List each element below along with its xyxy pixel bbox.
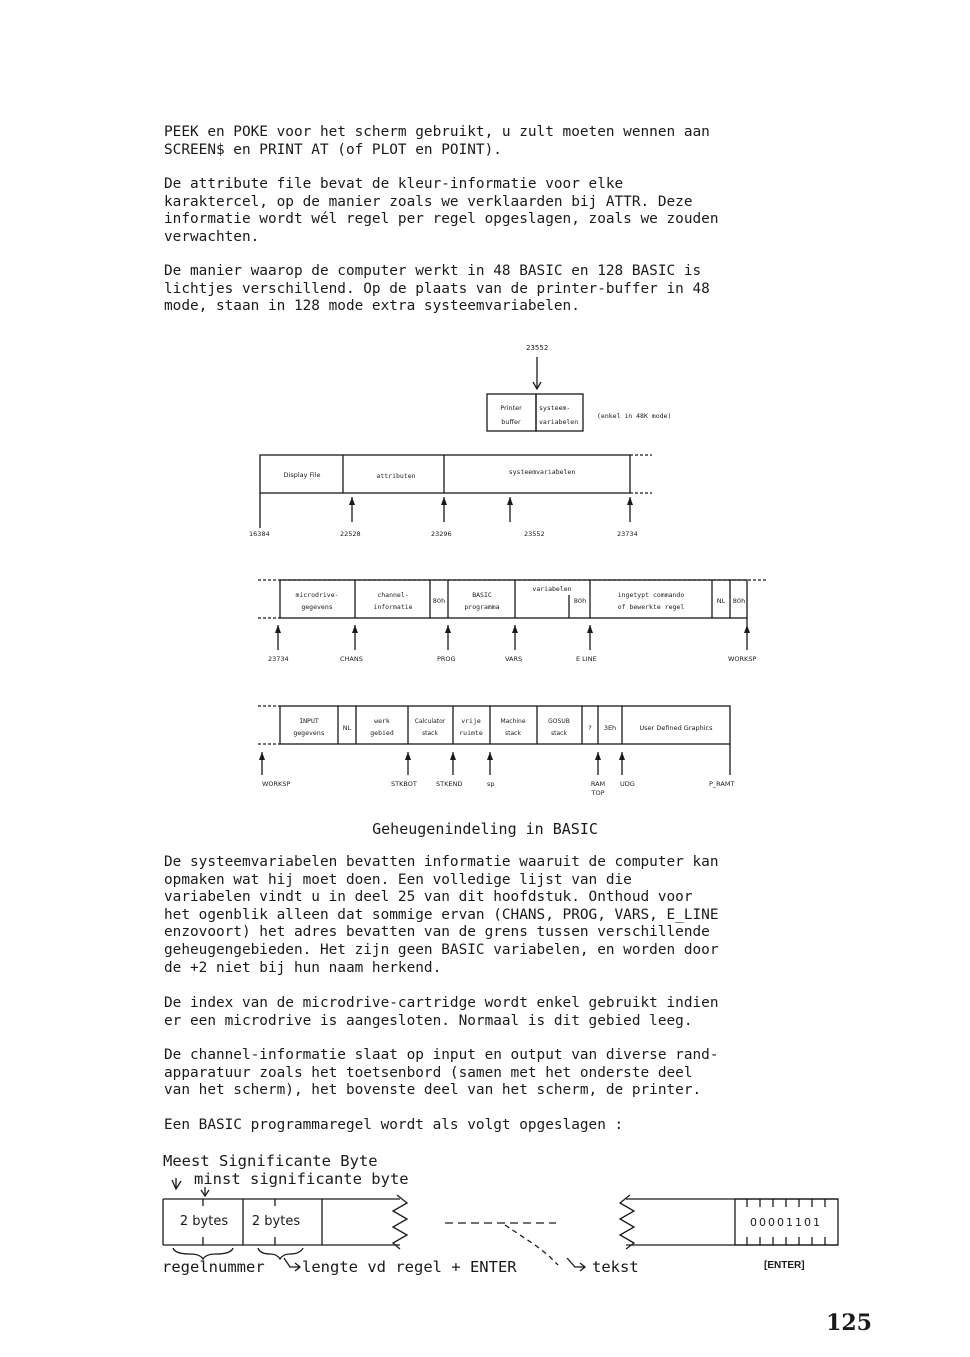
- memory-region-label: stack: [505, 730, 521, 737]
- pointer-label: PROG: [437, 655, 456, 663]
- diagram-caption: Geheugenindeling in BASIC: [372, 820, 598, 838]
- page-number: 125: [826, 1310, 872, 1336]
- pointer-label: P_RAMT: [709, 780, 735, 788]
- text-line: enzovoort) het adres bevatten van de grens tussen verschillende: [164, 924, 710, 941]
- sysvar-paragraph: [164, 854, 852, 977]
- byte-box-label: 2 bytes: [179, 1214, 229, 1229]
- enter-label: [ENTER]: [764, 1260, 805, 1271]
- memory-region-label: informatie: [373, 603, 413, 611]
- address-label: 23734: [617, 530, 638, 538]
- sysvar-box-label: variabelen: [539, 418, 579, 426]
- channel-paragraph: [164, 1047, 852, 1100]
- printer-buffer-label: Printer: [500, 404, 522, 412]
- text-line: De channel-informatie slaat op input en output van diverse rand-: [164, 1047, 719, 1063]
- address-label: 16384: [249, 530, 270, 538]
- basic-line-heading: [164, 1117, 852, 1135]
- memory-region-label: gegevens: [293, 729, 325, 737]
- text-line: geheugengebieden. Het zijn geen BASIC variabelen, en worden door: [164, 941, 719, 958]
- memory-region-label: stack: [422, 730, 438, 737]
- address-label: 23552: [524, 530, 545, 538]
- marker-byte: NL: [716, 597, 726, 605]
- text-line: De index van de microdrive-cartridge wordt enkel gebruikt indien: [164, 995, 719, 1011]
- text-line: De systeemvariabelen bevatten informatie waaruit de computer kan: [164, 854, 719, 870]
- memory-region-label: ingetypt commando: [617, 591, 685, 599]
- memory-region-label: gebied: [370, 729, 394, 737]
- text-line: Een BASIC programmaregel wordt als volgt opgeslagen :: [164, 1117, 624, 1133]
- text-line: variabelen vindt u in deel 25 van dit hoofdstuk. Onthoud voor: [164, 889, 693, 906]
- pointer-label: sp: [487, 780, 495, 788]
- memory-region-label: programma: [464, 603, 500, 611]
- text-line: verwachten.: [164, 228, 260, 245]
- text-line: er een microdrive is aangesloten. Normaal is dit gebied leeg.: [164, 1012, 693, 1029]
- pointer-label: VARS: [505, 655, 523, 663]
- memory-region-label: Calculator: [414, 718, 446, 725]
- memory-region-label: channel-: [377, 591, 409, 599]
- pointer-label: CHANS: [340, 655, 363, 663]
- text-line: opmaken wat hij moet doen. Een volledige lijst van die: [164, 871, 632, 888]
- marker-byte: 80h: [432, 597, 446, 605]
- marker-byte: NL: [342, 724, 352, 732]
- enter-bits: 00001101: [750, 1216, 822, 1229]
- memory-region-label: stack: [551, 730, 567, 737]
- sysvar-box-label: systeem-: [539, 404, 571, 412]
- pointer-label: TOP: [591, 789, 605, 797]
- text-line: de +2 niet bij hun naam herkend.: [164, 959, 442, 976]
- pointer-label: WORKSP: [728, 655, 757, 663]
- address-label: 23552: [526, 344, 549, 352]
- pointer-label: UDG: [620, 780, 635, 788]
- pointer-label: STKEND: [436, 780, 463, 788]
- marker-byte: 3Eh: [603, 724, 617, 732]
- program-line-diagram: [0, 1175, 970, 1315]
- text-line: De manier waarop de computer werkt in 48 BASIC en 128 BASIC is: [164, 263, 702, 279]
- memory-region-label: Machine: [500, 718, 526, 725]
- memory-region-label: Display File: [283, 471, 321, 479]
- text-line: informatie wordt wél regel per regel opgeslagen, zoals we zouden: [164, 211, 719, 228]
- memory-region-label: GOSUB: [548, 718, 570, 725]
- microdrive-paragraph: [164, 995, 852, 1030]
- pointer-label: E LINE: [576, 655, 597, 663]
- memory-region-label: of bewerkte regel: [617, 603, 685, 611]
- text-line: karaktercel, op de manier zoals we verklaarden bij ATTR. Deze: [164, 193, 693, 210]
- text-line: mode, staan in 128 mode extra systeemvariabelen.: [164, 298, 580, 315]
- memory-region-label: variabelen: [532, 585, 572, 593]
- msb-label: Meest Significante Byte: [163, 1152, 378, 1170]
- pointer-label: RAM: [590, 780, 606, 788]
- address-label: 23296: [431, 530, 452, 538]
- memory-region-label: ruimte: [459, 729, 483, 737]
- memory-region-label: vrije: [461, 717, 481, 725]
- text-line: SCREEN$ en PRINT AT (of PLOT en POINT).: [164, 141, 502, 158]
- text-line: apparatuur zoals het toetsenbord (samen met het onderste deel: [164, 1064, 693, 1081]
- address-label: 22528: [340, 530, 361, 538]
- marker-byte: ?: [588, 724, 592, 732]
- marker-byte: 80h: [732, 597, 746, 605]
- lsb-label: minst significante byte: [194, 1170, 409, 1188]
- memory-region-label: gegevens: [301, 603, 333, 611]
- pointer-label: 23734: [268, 655, 289, 663]
- byte-box-label: 2 bytes: [251, 1214, 301, 1229]
- text-line: het ogenblik alleen dat sommige ervan (CHANS, PROG, VARS, E_LINE: [164, 906, 719, 923]
- only-48k-note: (enkel in 48K mode): [597, 412, 672, 420]
- pointer-label: STKBOT: [391, 780, 417, 788]
- pointer-label: WORKSP: [262, 780, 291, 788]
- text-line: PEEK en POKE voor het scherm gebruikt, u zult moeten wennen aan: [164, 124, 710, 140]
- text-line: van het scherm), het bovenste deel van het scherm, de printer.: [164, 1082, 702, 1099]
- marker-byte: 80h: [573, 597, 587, 605]
- regelnummer-label: regelnummer: [162, 1258, 265, 1276]
- memory-region-label: systeemvariabelen: [508, 468, 576, 476]
- text-line: De attribute file bevat de kleur-informatie voor elke: [164, 176, 624, 192]
- memory-region-label: microdrive-: [295, 591, 339, 599]
- memory-region-label: attributen: [376, 472, 416, 480]
- memory-region-label: INPUT: [299, 717, 319, 725]
- text-line: lichtjes verschillend. Op de plaats van de printer-buffer in 48: [164, 280, 710, 297]
- memory-region-label: BASIC: [472, 591, 492, 599]
- lengte-label: lengte vd regel + ENTER: [302, 1258, 517, 1276]
- memory-region-label: werk: [374, 717, 390, 725]
- tekst-label: tekst: [592, 1258, 639, 1276]
- memory-region-label: User Defined Graphics: [639, 724, 713, 732]
- printer-buffer-label: buffer: [501, 418, 521, 426]
